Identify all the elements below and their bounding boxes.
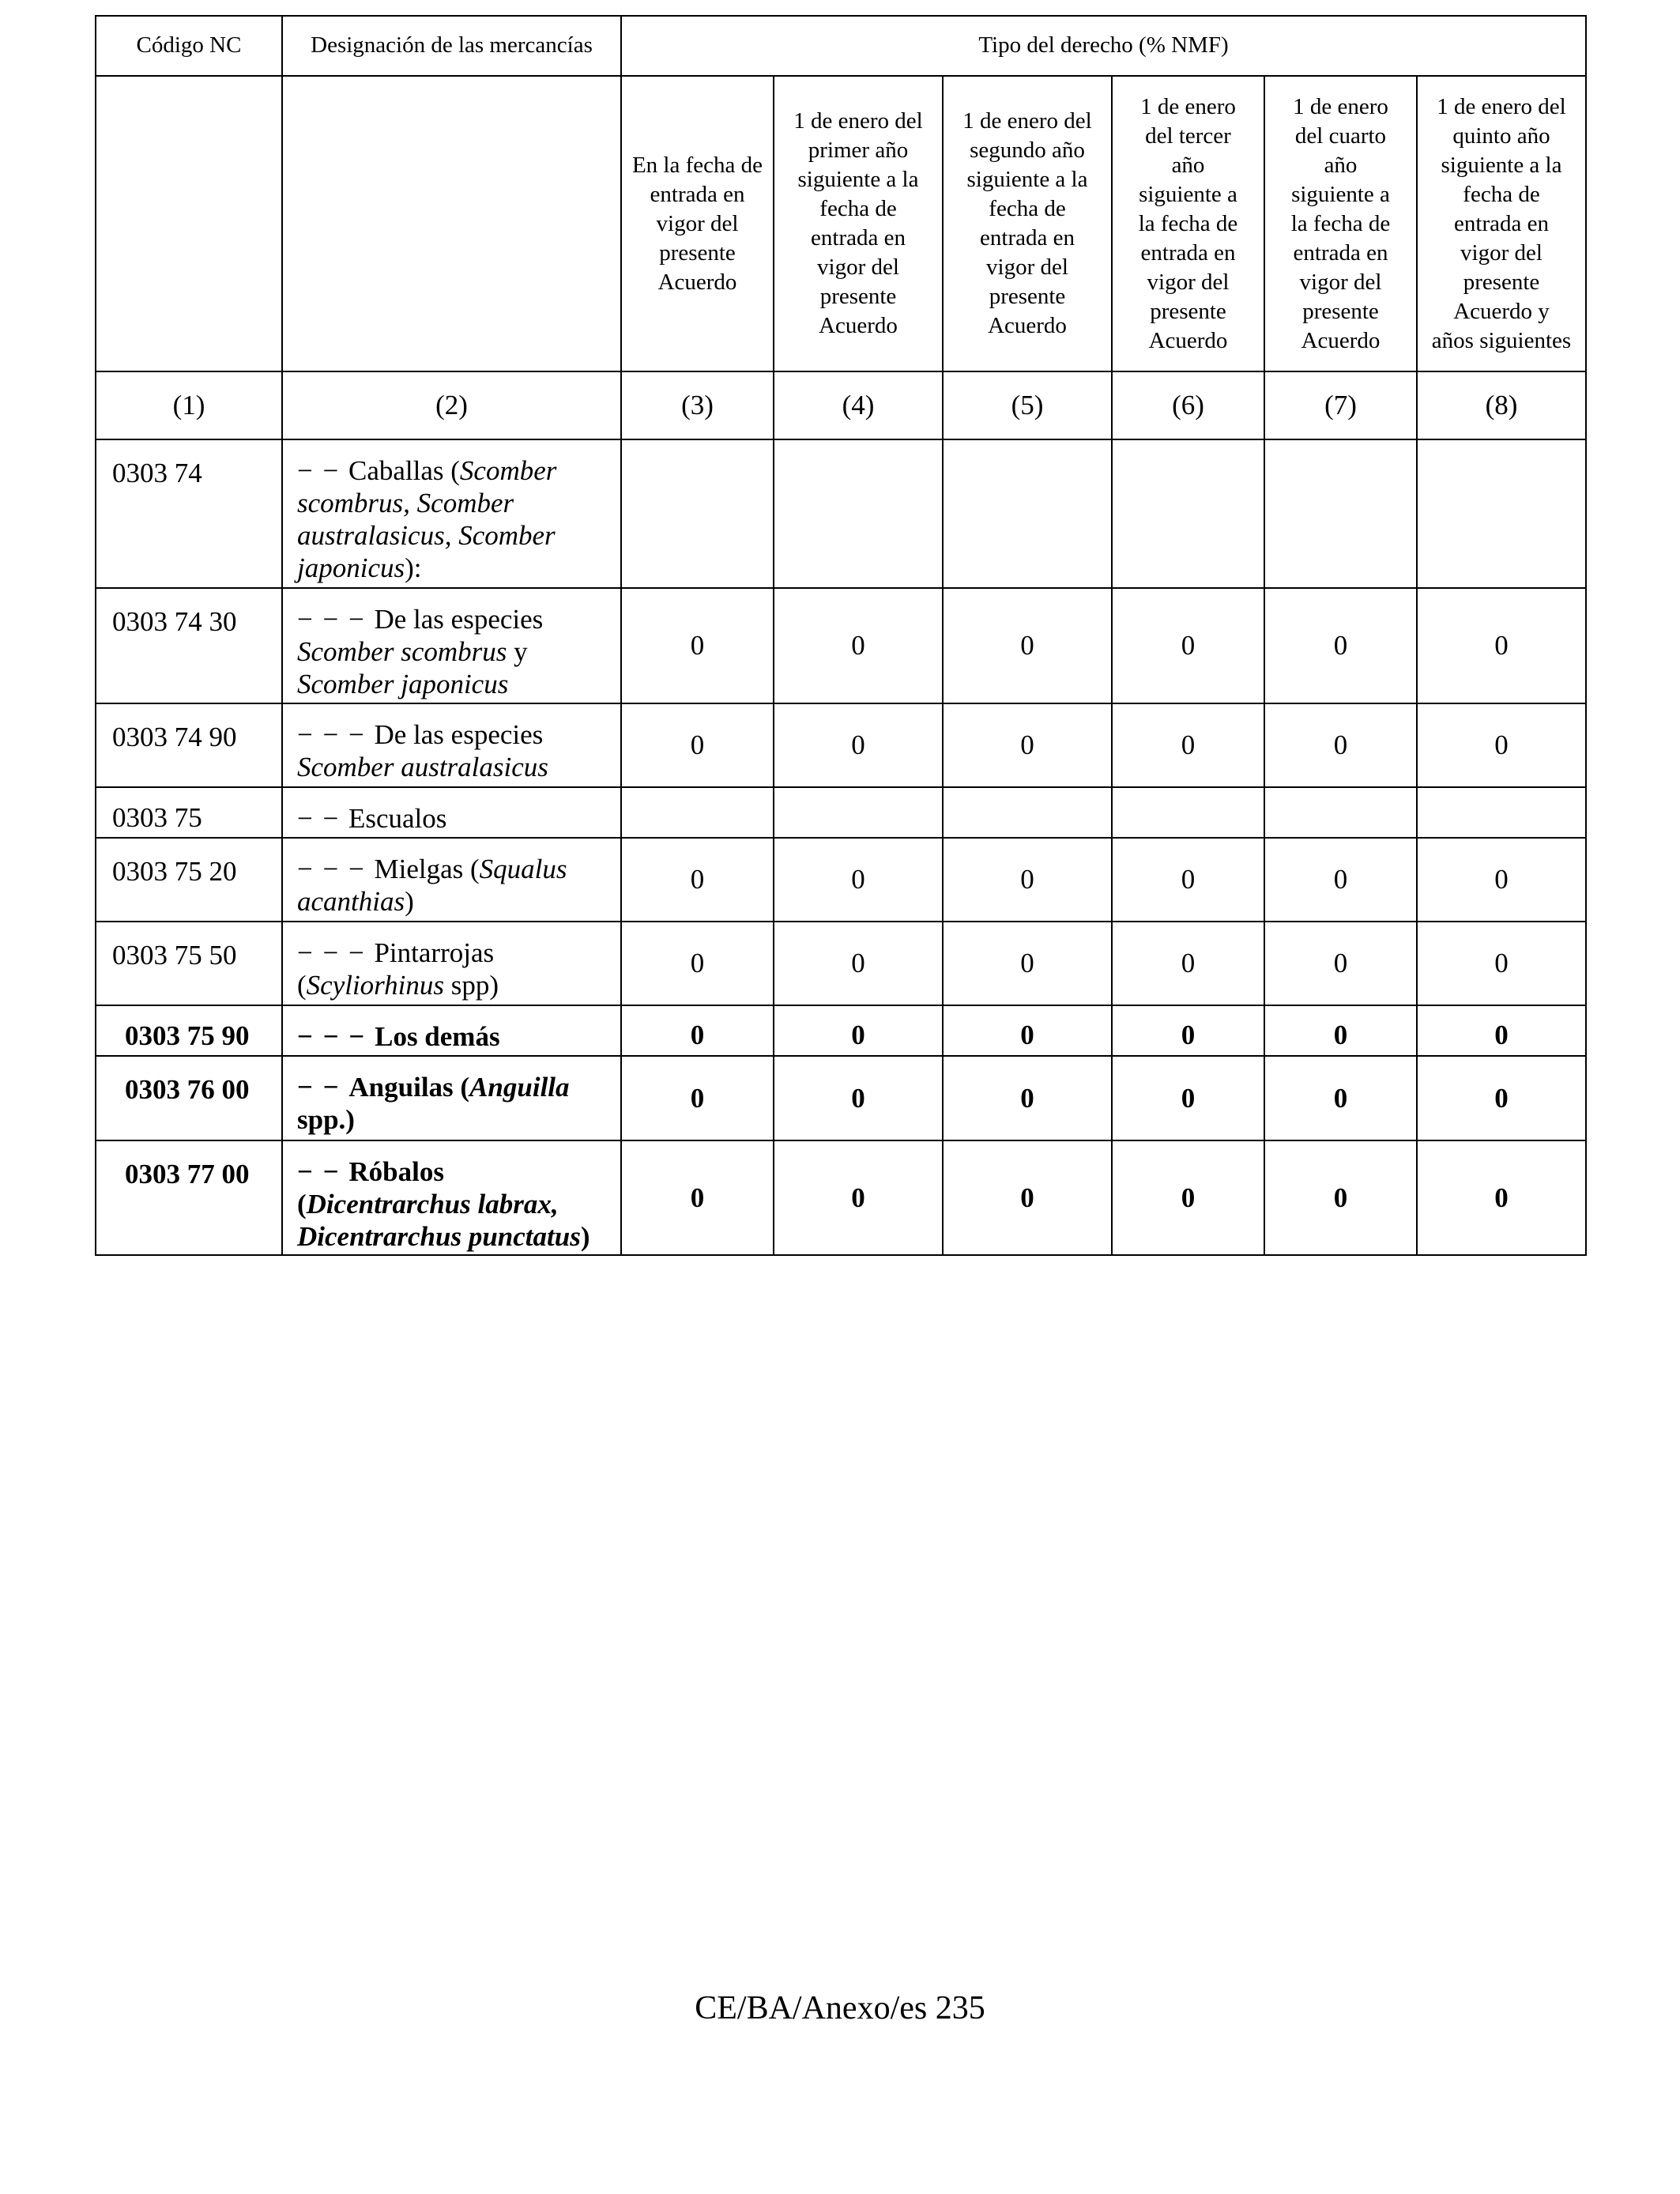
goods-description [282,1005,621,1056]
duty-value [1417,439,1586,588]
duty-value: 0 [621,1005,774,1056]
header-col7: 1 de enero del cuarto año siguiente a la fecha de entrada en vigor del presente Acuerdo [1264,76,1417,371]
table-row [96,1005,1586,1056]
header-col6: 1 de enero del tercer año siguiente a la fecha de entrada en vigor del presente Acuerdo [1112,76,1264,371]
goods-description [282,703,621,787]
duty-value [621,439,774,588]
header-col3: En la fecha de entrada en vigor del presente Acuerdo [621,76,774,371]
column-number: (7) [1264,371,1417,439]
desc-text-after: ): [405,552,422,583]
desc-text: Anguilas ( [348,1072,470,1103]
desc-text-after: spp.) [297,1104,355,1135]
column-number: (3) [621,371,774,439]
duty-value [774,787,943,838]
duty-value [943,787,1112,838]
table-row [96,922,1586,1005]
goods-description [282,838,621,922]
goods-description [282,439,621,588]
desc-text: Mielgas ( [374,854,480,884]
header-designacion: Designación de las mercancías [282,16,621,76]
duty-value [1264,439,1417,588]
duty-value: 0 [1112,703,1264,787]
header-empty-cell [282,76,621,371]
duty-value: 0 [774,588,943,703]
goods-description [282,1056,621,1140]
dash-marker: − − − [297,604,375,635]
column-number: (8) [1417,371,1586,439]
desc-italic: Dicentrarchus labrax, Dicentrarchus punctatus [297,1189,581,1252]
header-row-top [96,16,1586,76]
duty-value: 0 [1264,1140,1417,1255]
duty-value: 0 [943,1056,1112,1140]
goods-description [282,1140,621,1255]
duty-value: 0 [1417,922,1586,1005]
duty-value: 0 [621,1056,774,1140]
duty-value: 0 [1112,1056,1264,1140]
desc-italic: Scomber scombrus, Scomber australasicus, Scomber japonicus [297,455,557,583]
duty-value: 0 [774,922,943,1005]
duty-value: 0 [621,838,774,922]
table-row [96,787,1586,838]
column-number: (4) [774,371,943,439]
nc-code: 0303 76 00 [96,1056,282,1140]
desc-italic-2: Scomber japonicus [297,669,509,699]
duty-value: 0 [621,588,774,703]
dash-marker: − − − [297,719,375,750]
duty-value: 0 [943,1140,1112,1255]
duty-value [621,787,774,838]
duty-value: 0 [621,922,774,1005]
dash-marker: − − − [297,1021,375,1052]
goods-description [282,588,621,703]
header-row-numbers [96,371,1586,439]
duty-value: 0 [1264,703,1417,787]
nc-code: 0303 74 30 [96,588,282,703]
duty-value: 0 [1417,838,1586,922]
column-number: (6) [1112,371,1264,439]
desc-text: Pintarrojas ( [297,937,495,1001]
header-col8: 1 de enero del quinto año siguiente a la fecha de entrada en vigor del presente Acuerdo y años siguientes [1417,76,1586,371]
header-empty-cell [96,76,282,371]
header-codigo-nc: Código NC [96,16,282,76]
nc-code: 0303 75 90 [96,1005,282,1056]
duty-value [1112,439,1264,588]
duty-value: 0 [1112,1005,1264,1056]
duty-value [1417,787,1586,838]
desc-text-after: ) [580,1221,590,1252]
duty-value: 0 [943,922,1112,1005]
goods-description [282,787,621,838]
dash-marker: − − [297,455,348,486]
nc-code: 0303 74 90 [96,703,282,787]
desc-text: Caballas ( [348,455,460,486]
dash-marker: − − [297,803,348,834]
duty-value [1264,787,1417,838]
duty-value [1112,787,1264,838]
desc-text-after: spp) [444,970,499,1001]
table-row [96,1056,1586,1140]
duty-value: 0 [943,838,1112,922]
table-row [96,703,1586,787]
table-row [96,439,1586,588]
duty-value: 0 [1264,838,1417,922]
duty-value: 0 [943,1005,1112,1056]
desc-text: De las especies [374,719,544,750]
duty-value: 0 [1417,1140,1586,1255]
duty-value: 0 [1264,1056,1417,1140]
duty-value [774,439,943,588]
column-number: (1) [96,371,282,439]
duty-value: 0 [1112,588,1264,703]
duty-value: 0 [774,1005,943,1056]
header-tipo-derecho: Tipo del derecho (% NMF) [621,16,1586,76]
duty-value: 0 [1417,703,1586,787]
duty-value: 0 [1264,588,1417,703]
desc-text-after: ) [405,886,414,917]
nc-code: 0303 75 50 [96,922,282,1005]
duty-value: 0 [774,1140,943,1255]
duty-value: 0 [621,703,774,787]
desc-text: Los demás [375,1021,500,1052]
duty-value: 0 [1264,922,1417,1005]
duty-value: 0 [1417,1005,1586,1056]
column-number: (5) [943,371,1112,439]
header-col4: 1 de enero del primer año siguiente a la fecha de entrada en vigor del presente Acuerdo [774,76,943,371]
dash-marker: − − [297,1156,349,1187]
dash-marker: − − − [297,937,375,968]
duty-value: 0 [1264,1005,1417,1056]
duty-value [943,439,1112,588]
desc-italic: Squalus acanthias [297,854,567,917]
desc-italic: Anguilla [469,1072,570,1103]
dash-marker: − − [297,1072,349,1103]
desc-italic: Scyliorhinus [306,970,445,1001]
desc-text: De las especies [374,604,544,635]
page-footer: CE/BA/Anexo/es 235 [695,1990,985,2026]
duty-value: 0 [1112,1140,1264,1255]
duty-value: 0 [774,1056,943,1140]
table-row [96,1140,1586,1255]
duty-value: 0 [1417,1056,1586,1140]
column-number: (2) [282,371,621,439]
desc-text: Róbalos ( [297,1156,444,1220]
dash-marker: − − − [297,854,375,884]
duty-value: 0 [774,838,943,922]
duty-value: 0 [943,703,1112,787]
duty-value: 0 [1112,838,1264,922]
duty-value: 0 [774,703,943,787]
duty-value: 0 [943,588,1112,703]
desc-text-after: y [507,636,528,667]
desc-italic: Scomber australasicus [297,752,548,782]
desc-text: Escualos [348,803,447,834]
nc-code: 0303 75 20 [96,838,282,922]
desc-italic: Scomber scombrus [297,636,507,667]
nc-code: 0303 75 [96,787,282,838]
nc-code: 0303 74 [96,439,282,588]
duty-value: 0 [621,1140,774,1255]
nc-code: 0303 77 00 [96,1140,282,1255]
header-row-sub [96,76,1586,371]
table-row [96,838,1586,922]
header-col5: 1 de enero del segundo año siguiente a la fecha de entrada en vigor del presente Acuerdo [943,76,1112,371]
duty-value: 0 [1417,588,1586,703]
goods-description [282,922,621,1005]
tariff-table [95,15,1587,1256]
duty-value: 0 [1112,922,1264,1005]
table-row [96,588,1586,703]
